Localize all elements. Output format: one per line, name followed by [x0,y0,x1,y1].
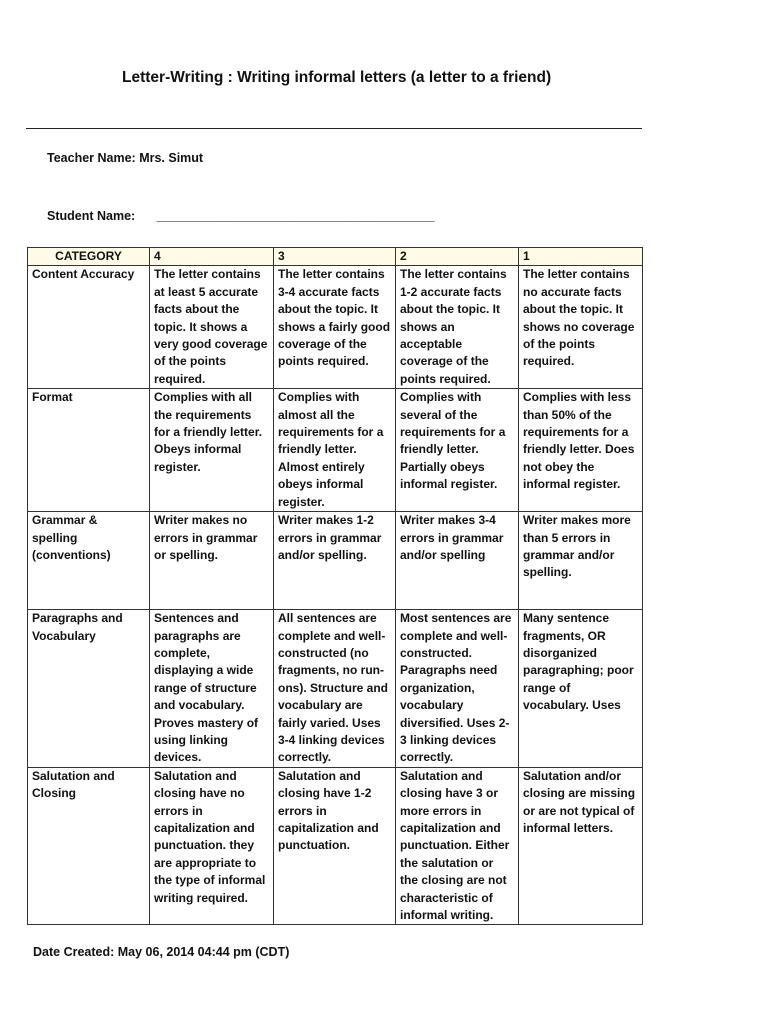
score-3-cell: Complies with almost all the requirements for a friendly letter. Almost entirely obeys informal register. [274,389,396,512]
row-category: Grammar & spelling (conventions) [28,512,150,610]
row-category: Content Accuracy [28,266,150,389]
student-label: Student Name: [47,209,136,223]
header-score-4: 4 [150,248,274,266]
date-created [33,945,289,959]
row-category: Format [28,389,150,512]
header-category: CATEGORY [28,248,150,266]
score-4-cell: Complies with all the requirements for a friendly letter. Obeys informal register. [150,389,274,512]
score-1-cell: Writer makes more than 5 errors in grammar and/or spelling. [519,512,643,610]
score-3-cell: The letter contains 3-4 accurate facts about the topic. It shows a fairly good coverage of the points required. [274,266,396,389]
score-1-cell: Salutation and/or closing are missing or are not typical of informal letters. [519,767,643,925]
score-2-cell: Salutation and closing have 3 or more errors in capitalization and punctuation. Either the salutation or the closing are not characteristic of informal writing. [396,767,519,925]
score-4-cell: Writer makes no errors in grammar or spelling. [150,512,274,610]
page-title: Letter-Writing : Writing informal letters (a letter to a friend) [122,69,552,86]
score-4-cell: Sentences and paragraphs are complete, displaying a wide range of structure and vocabulary. Proves mastery of using linking devices. [150,610,274,768]
score-3-cell: Salutation and closing have 1-2 errors in capitalization and punctuation. [274,767,396,925]
score-3-cell: All sentences are complete and well-constructed (no fragments, no run-ons). Structure and vocabulary are fairly varied. Uses 3-4 linking devices correctly. [274,610,396,768]
table-row [28,610,643,768]
table-row [28,512,643,610]
score-1-cell: Complies with less than 50% of the requirements for a friendly letter. Does not obey the informal register. [519,389,643,512]
score-4-cell: The letter contains at least 5 accurate facts about the topic. It shows a very good coverage of the points required. [150,266,274,389]
score-4-cell: Salutation and closing have no errors in capitalization and punctuation. they are appropriate to the type of informal writing required. [150,767,274,925]
row-category: Salutation and Closing [28,767,150,925]
score-2-cell: Complies with several of the requirements for a friendly letter. Partially obeys informal register. [396,389,519,512]
header-row [28,248,643,266]
teacher-line [47,151,203,165]
header-score-2: 2 [396,248,519,266]
table-row [28,767,643,925]
score-3-cell: Writer makes 1-2 errors in grammar and/or spelling. [274,512,396,610]
student-name-blank: ________________________________________ [156,209,435,223]
row-category: Paragraphs and Vocabulary [28,610,150,768]
score-2-cell: Most sentences are complete and well-constructed. Paragraphs need organization, vocabulary diversified. Uses 2-3 linking devices correctly. [396,610,519,768]
table-row [28,266,643,389]
score-1-cell: The letter contains no accurate facts about the topic. It shows no coverage of the points required. [519,266,643,389]
date-value: May 06, 2014 04:44 pm (CDT) [117,945,290,959]
rubric-table [27,247,643,925]
score-2-cell: Writer makes 3-4 errors in grammar and/or spelling [396,512,519,610]
divider-line [26,128,642,129]
student-line [47,209,435,223]
score-2-cell: The letter contains 1-2 accurate facts about the topic. It shows an acceptable coverage of the points required. [396,266,519,389]
score-1-cell: Many sentence fragments, OR disorganized paragraphing; poor range of vocabulary. Uses [519,610,643,768]
teacher-name: Mrs. Simut [139,151,204,165]
date-label: Date Created: [33,945,115,959]
teacher-label: Teacher Name: [47,151,136,165]
header-score-3: 3 [274,248,396,266]
table-row [28,389,643,512]
header-score-1: 1 [519,248,643,266]
